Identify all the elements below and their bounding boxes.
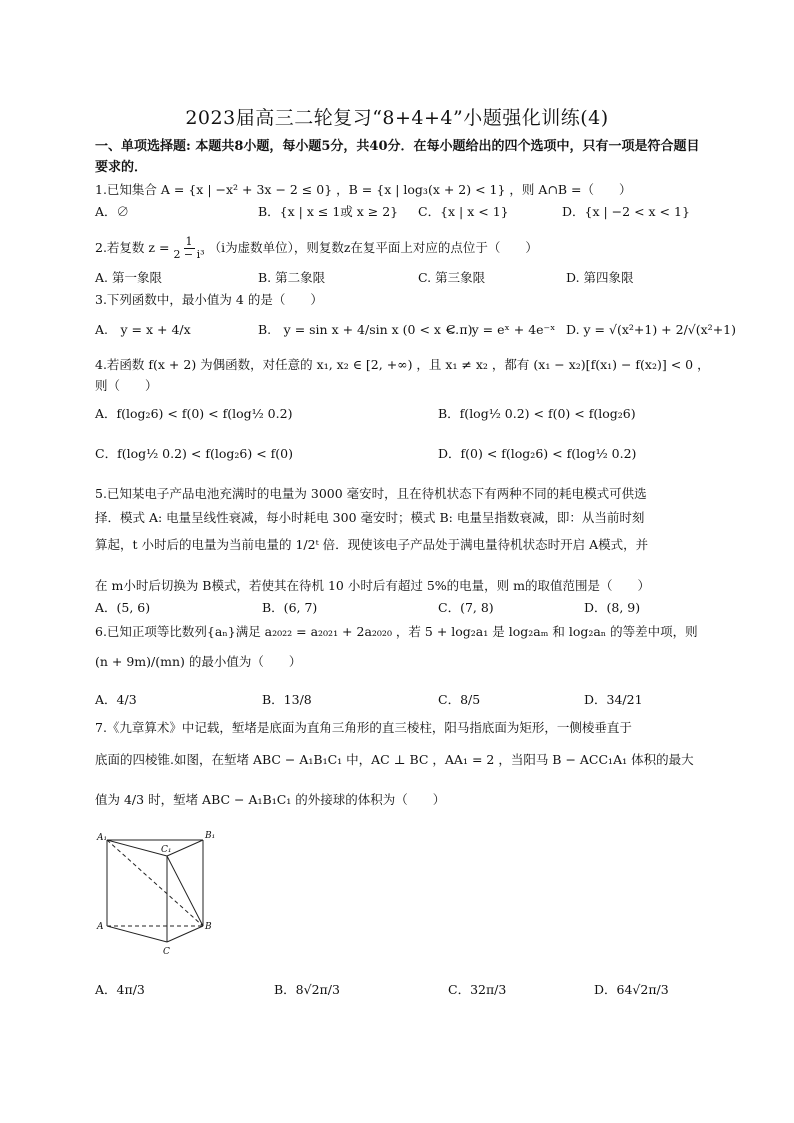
edge-a-c [107, 926, 167, 942]
q4-option-a: A．f(log₂6) < f(0) < f(log½ 0.2) [95, 406, 293, 421]
edge-c1-b1 [167, 840, 203, 856]
edge-c1-b [167, 856, 203, 926]
label-a1: A₁ [97, 833, 108, 843]
q2-option-b: B. 第二象限 [258, 270, 326, 285]
label-c: C [163, 947, 170, 957]
question-7-line3: 值为 4/3 时，堑堵 ABC − A₁B₁C₁ 的外接球的体积为（ ） [95, 792, 446, 807]
q2-option-d: D. 第四象限 [566, 270, 634, 285]
q6-option-d: D．34/21 [584, 692, 643, 707]
q5-option-c: C．(7, 8) [438, 600, 494, 615]
q2-denominator: 2 − i³ [173, 248, 205, 261]
q2-option-a: A. 第一象限 [95, 270, 162, 285]
q4-option-d: D．f(0) < f(log₂6) < f(log½ 0.2) [438, 446, 637, 461]
label-b: B [205, 922, 212, 932]
q1-option-c: C．{x | x < 1} [418, 204, 509, 219]
question-7-line1: 7.《九章算术》中记载，堑堵是底面为直角三角形的直三棱柱，阳马指底面为矩形，一侧棱垂直于 [95, 720, 632, 735]
question-3-stem: 3.下列函数中，最小值为 4 的是（ ） [95, 292, 323, 307]
question-1-stem: 1.已知集合 A = {x | −x² + 3x − 2 ≤ 0} ，B = {x | log₃(x + 2) < 1} ，则 A∩B =（ ） [95, 182, 632, 197]
q2-stem-post: （i为虚数单位），则复数z在复平面上对应的点位于（ ） [208, 240, 538, 255]
q4-option-c: C．f(log½ 0.2) < f(log₂6) < f(0) [95, 446, 293, 461]
q5-option-a: A．(5, 6) [95, 600, 151, 615]
page-title: 2023届高三二轮复习“8+4+4”小题强化训练(4) [185, 107, 609, 129]
q2-fraction [171, 236, 206, 261]
question-6-line1: 6.已知正项等比数列{aₙ}满足 a₂₀₂₂ = a₂₀₂₁ + 2a₂₀₂₀ ，若 5 + log₂a₁ 是 log₂aₘ 和 log₂aₙ 的等差中项，则 [95, 624, 698, 639]
q2-option-c: C. 第三象限 [418, 270, 486, 285]
label-c1: C₁ [161, 845, 172, 855]
question-5-line1: 5.已知某电子产品电池充满时的电量为 3000 毫安时，且在待机状态下有两种不同的耗电模式可供选 [95, 486, 647, 501]
question-6-line2: (n + 9m)/(mn) 的最小值为（ ） [95, 654, 302, 669]
question-4-stem: 4.若函数 f(x + 2) 为偶函数，对任意的 x₁, x₂ ∈ [2, +∞) ，且 x₁ ≠ x₂ ，都有 (x₁ − x₂)[f(x₁) − f(x₂)] < 0 ， [95, 357, 710, 372]
question-5-line2: 择．模式 A: 电量呈线性衰减，每小时耗电 300 毫安时；模式 B: 电量呈指数衰减，即：从当前时刻 [95, 510, 645, 525]
edge-a1-c1 [107, 840, 167, 856]
q1-option-b: B．{x | x ≤ 1或 x ≥ 2} [258, 204, 399, 219]
q1-option-d: D．{x | −2 < x < 1} [562, 204, 690, 219]
q3-option-c: C. y = eˣ + 4e⁻ˣ [446, 322, 556, 337]
q6-option-b: B．13/8 [262, 692, 312, 707]
q7-option-d: D．64√2π/3 [594, 982, 669, 997]
q3-option-b: B. y = sin x + 4/sin x (0 < x < π) [258, 322, 473, 337]
q7-option-a: A．4π/3 [95, 982, 145, 997]
edge-c-b [167, 926, 203, 942]
q6-option-a: A．4/3 [95, 692, 137, 707]
question-4-stem-line2: 则（ ） [95, 378, 158, 393]
q7-option-b: B．8√2π/3 [274, 982, 340, 997]
label-b1: B₁ [205, 831, 215, 841]
q7-option-c: C．32π/3 [448, 982, 507, 997]
q3-option-a: A. y = x + 4/x [95, 322, 191, 337]
q6-option-c: C．8/5 [438, 692, 481, 707]
q1-option-a: A．∅ [95, 204, 130, 219]
label-a: A [97, 922, 104, 932]
question-2-stem [95, 236, 538, 261]
q5-option-d: D．(8, 9) [584, 600, 641, 615]
q2-numerator: 1 [185, 235, 193, 248]
q4-option-b: B．f(log½ 0.2) < f(0) < f(log₂6) [438, 406, 636, 421]
prism-figure [95, 830, 215, 960]
question-5-line4: 在 m小时后切换为 B模式，若使其在待机 10 小时后有超过 5%的电量，则 m的取值范围是（ ） [95, 578, 650, 593]
q2-stem-pre: 2.若复数 z = [95, 240, 170, 255]
section-heading: 一、单项选择题: 本题共8小题，每小题5分，共40分．在每小题给出的四个选项中，只有一项是符合题目要求的． [95, 139, 700, 175]
q3-option-d: D. y = √(x²+1) + 2/√(x²+1) [566, 322, 737, 337]
question-7-line2: 底面的四棱锥.如图，在堑堵 ABC − A₁B₁C₁ 中，AC ⊥ BC ，AA₁ = 2 ，当阳马 B − ACC₁A₁ 体积的最大 [95, 752, 694, 767]
question-5-line3: 算起，t 小时后的电量为当前电量的 1/2ᵗ 倍．现使该电子产品处于满电量待机状态时开启 A模式，并 [95, 537, 649, 552]
q5-option-b: B．(6, 7) [262, 600, 318, 615]
